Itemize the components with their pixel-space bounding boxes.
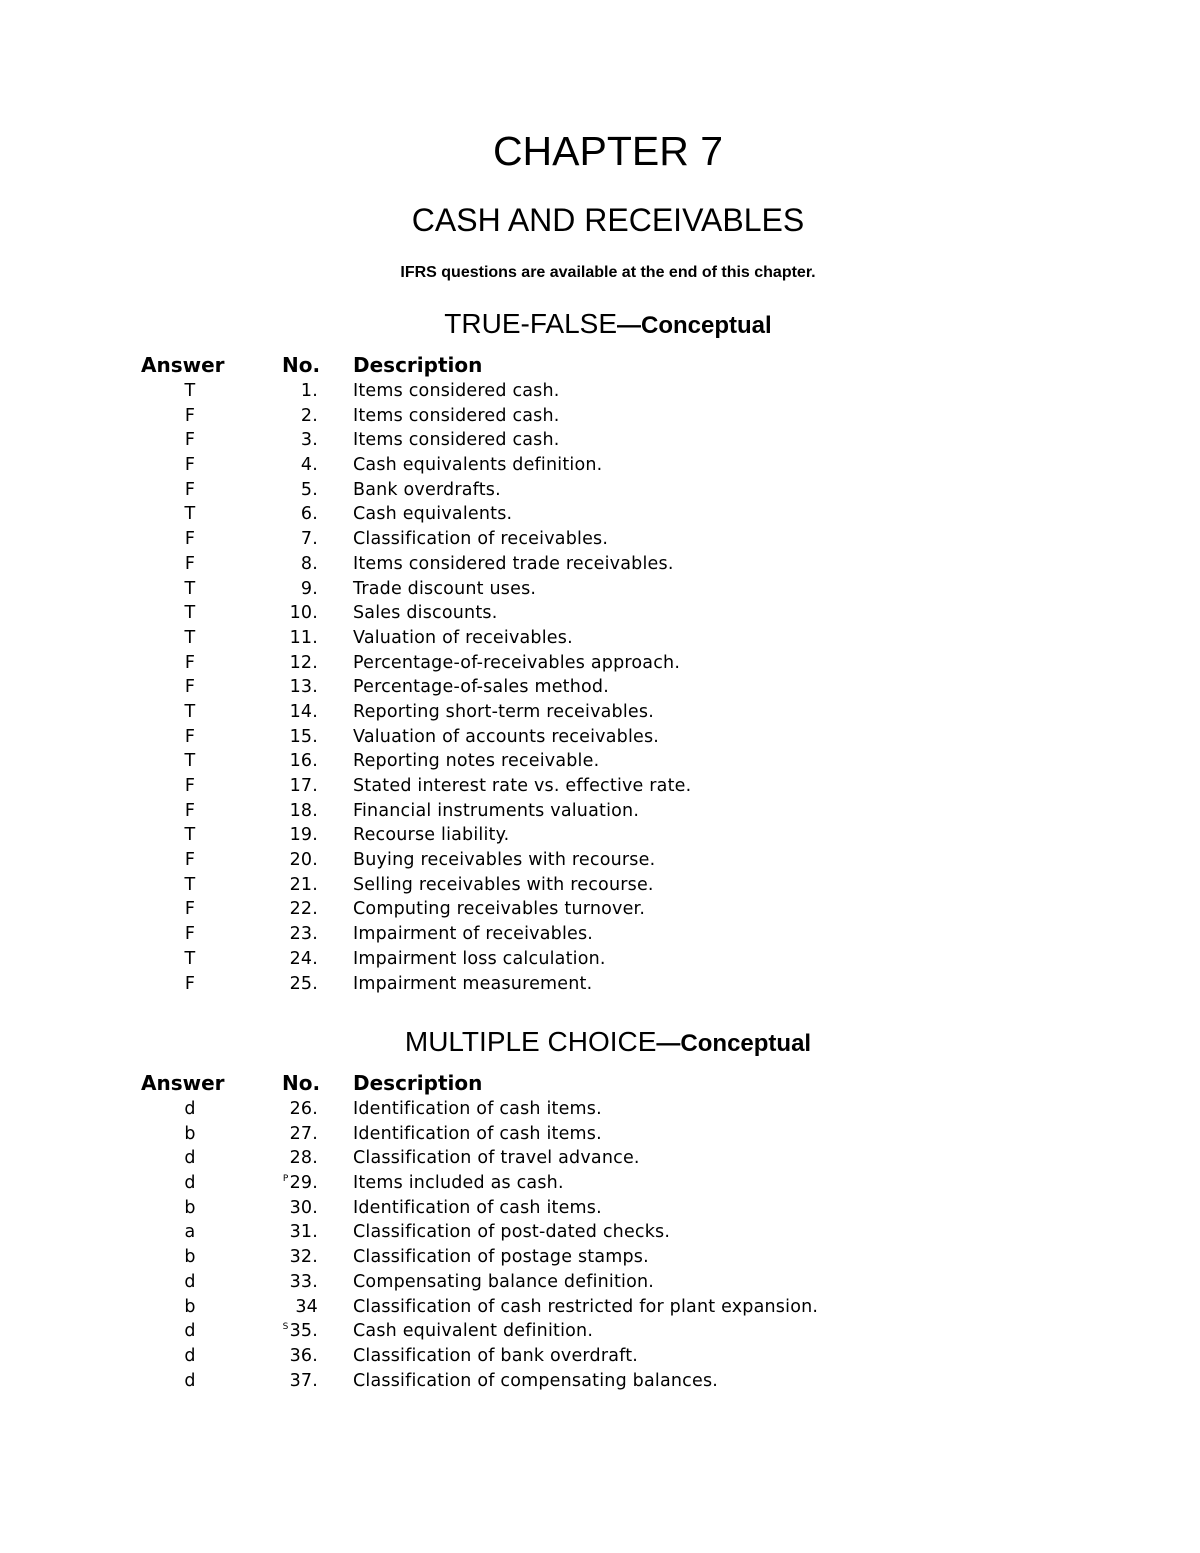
answer-cell: d: [184, 1148, 196, 1169]
question-row: [0, 899, 1200, 924]
chapter-title: CHAPTER 7: [492, 128, 724, 174]
column-header-no: No.: [282, 353, 321, 377]
question-number: [260, 406, 318, 426]
question-description: Compensating balance definition.: [353, 1271, 655, 1292]
question-description: Reporting short-term receivables.: [353, 701, 654, 722]
answer-cell: F: [184, 677, 196, 698]
answer-cell: F: [184, 652, 196, 673]
true-false-heading: [0, 308, 1200, 340]
question-row: [0, 974, 1200, 999]
answer-cell: F: [184, 405, 196, 426]
question-row: [0, 751, 1200, 776]
question-description: Identification of cash items.: [353, 1099, 602, 1119]
question-number-text: 21.: [289, 874, 318, 895]
question-number: [260, 381, 318, 401]
question-number: [260, 875, 318, 895]
question-prefix-marker: S: [282, 1322, 289, 1333]
question-description: Classification of bank overdraft.: [353, 1345, 639, 1366]
question-number-text: 10.: [289, 603, 318, 624]
question-number-text: 35.: [289, 1321, 318, 1342]
question-number-text: 11.: [289, 627, 318, 648]
question-number: [260, 899, 318, 919]
column-header-no: No.: [282, 1071, 321, 1095]
question-row: [0, 776, 1200, 801]
question-description: Classification of compensating balances.: [353, 1370, 719, 1391]
question-number-text: 36.: [289, 1345, 318, 1366]
answer-cell: F: [184, 850, 196, 871]
answer-cell: d: [184, 1345, 196, 1366]
answer-cell: d: [184, 1099, 196, 1119]
multiple-choice-table: [0, 1071, 1200, 1395]
question-row: [0, 1297, 1200, 1322]
question-number-text: 3.: [300, 430, 318, 451]
question-number: [260, 504, 318, 524]
question-number-text: 8.: [300, 553, 318, 574]
answer-cell: d: [184, 1370, 196, 1391]
column-header-answer: Answer: [141, 1071, 225, 1095]
question-number: [260, 677, 318, 697]
question-number-text: 2.: [300, 405, 318, 426]
question-row: [0, 727, 1200, 752]
question-row: [0, 1222, 1200, 1247]
column-header-answer: Answer: [141, 353, 225, 377]
question-row: [0, 677, 1200, 702]
answer-cell: F: [184, 973, 196, 994]
question-number-text: 23.: [289, 924, 318, 945]
question-row: [0, 924, 1200, 949]
question-number: [260, 529, 318, 549]
question-row: [0, 1173, 1200, 1198]
question-number: [260, 480, 318, 500]
question-description: Cash equivalent definition.: [353, 1321, 594, 1342]
table-header: [0, 353, 1200, 381]
answer-cell: d: [184, 1271, 196, 1292]
question-description: Sales discounts.: [353, 603, 498, 624]
multiple-choice-heading-sub: —Conceptual: [656, 1030, 812, 1057]
question-row: [0, 1099, 1200, 1124]
answer-cell: F: [184, 479, 196, 500]
question-row: [0, 949, 1200, 974]
question-description: Buying receivables with recourse.: [353, 850, 656, 871]
question-number-text: 34: [295, 1296, 318, 1317]
column-header-description: Description: [353, 1071, 483, 1095]
question-row: [0, 1272, 1200, 1297]
question-row: [0, 381, 1200, 406]
question-row: [0, 825, 1200, 850]
question-row: [0, 406, 1200, 431]
answer-cell: T: [184, 874, 196, 895]
answer-cell: a: [184, 1222, 196, 1243]
question-number-text: 33.: [289, 1271, 318, 1292]
question-row: [0, 455, 1200, 480]
question-number-text: 5.: [300, 479, 318, 500]
question-number-text: 30.: [289, 1197, 318, 1218]
question-description: Financial instruments valuation.: [353, 800, 640, 821]
question-description: Recourse liability.: [353, 825, 510, 846]
question-description: Impairment loss calculation.: [353, 948, 606, 969]
question-number-text: 6.: [300, 504, 318, 525]
true-false-heading-main: TRUE-FALSE: [444, 308, 617, 339]
question-number: [260, 850, 318, 870]
answer-cell: F: [184, 899, 196, 920]
multiple-choice-heading-main: MULTIPLE CHOICE: [404, 1026, 657, 1057]
question-number-text: 16.: [289, 751, 318, 772]
question-description: Classification of receivables.: [353, 529, 609, 550]
question-description: Bank overdrafts.: [353, 479, 501, 500]
multiple-choice-heading: [0, 1026, 1200, 1058]
question-number-text: 13.: [289, 677, 318, 698]
question-description: Classification of travel advance.: [353, 1148, 640, 1169]
question-description: Identification of cash items.: [353, 1197, 602, 1218]
answer-cell: T: [184, 701, 196, 722]
question-number: [260, 949, 318, 969]
question-row: [0, 1346, 1200, 1371]
question-number-text: 17.: [289, 776, 318, 796]
question-description: Selling receivables with recourse.: [353, 874, 654, 895]
question-number: [260, 702, 318, 722]
answer-cell: F: [184, 529, 196, 550]
question-number: [260, 727, 318, 747]
question-row: [0, 1198, 1200, 1223]
answer-cell: T: [184, 948, 196, 969]
question-description: Percentage-of-receivables approach.: [353, 652, 681, 673]
question-number: [260, 1099, 318, 1119]
question-number: [260, 1173, 318, 1193]
answer-cell: T: [184, 627, 196, 648]
question-number: [260, 801, 318, 821]
question-number: [260, 1198, 318, 1218]
question-description: Stated interest rate vs. effective rate.: [353, 776, 692, 796]
question-number-text: 24.: [289, 948, 318, 969]
question-number: [260, 455, 318, 475]
question-row: [0, 801, 1200, 826]
question-row: [0, 702, 1200, 727]
question-row: [0, 1321, 1200, 1346]
question-description: Items considered cash.: [353, 405, 560, 426]
question-description: Cash equivalents.: [353, 504, 513, 525]
column-header-description: Description: [353, 353, 483, 377]
question-row: [0, 430, 1200, 455]
answer-cell: T: [184, 504, 196, 525]
question-number: [260, 554, 318, 574]
answer-cell: b: [184, 1123, 196, 1144]
question-number-text: 28.: [289, 1148, 318, 1169]
question-description: Computing receivables turnover.: [353, 899, 646, 920]
question-number: [260, 1346, 318, 1366]
answer-cell: T: [184, 825, 196, 846]
answer-cell: d: [184, 1321, 196, 1342]
answer-cell: F: [184, 800, 196, 821]
question-number-text: 12.: [289, 652, 318, 673]
true-false-heading-sub: —Conceptual: [617, 312, 772, 339]
answer-cell: d: [184, 1173, 196, 1194]
answer-cell: T: [184, 751, 196, 772]
question-row: [0, 628, 1200, 653]
question-number: [260, 1124, 318, 1144]
question-description: Cash equivalents definition.: [353, 455, 603, 476]
question-number: [260, 776, 318, 796]
answer-cell: F: [184, 430, 196, 451]
question-number-text: 26.: [289, 1099, 318, 1119]
question-number-text: 14.: [289, 701, 318, 722]
question-number-text: 20.: [289, 850, 318, 871]
chapter-subtitle: CASH AND RECEIVABLES: [411, 202, 805, 238]
question-number: [260, 1297, 318, 1317]
question-description: Valuation of accounts receivables.: [353, 726, 660, 747]
question-prefix-marker: P: [282, 1174, 289, 1185]
question-description: Items considered cash.: [353, 381, 560, 401]
ifrs-note: IFRS questions are available at the end of this chapter.: [400, 264, 816, 281]
question-row: [0, 653, 1200, 678]
question-row: [0, 504, 1200, 529]
question-row: [0, 850, 1200, 875]
question-number: [260, 1148, 318, 1168]
question-row: [0, 480, 1200, 505]
answer-cell: b: [184, 1247, 196, 1268]
answer-cell: b: [184, 1296, 196, 1317]
question-description: Valuation of receivables.: [353, 627, 573, 648]
answer-cell: F: [184, 776, 196, 796]
question-number: [260, 1371, 318, 1391]
question-number-text: 9.: [300, 578, 318, 599]
question-description: Items considered trade receivables.: [353, 553, 674, 574]
question-number-text: 31.: [289, 1222, 318, 1243]
question-description: Classification of postage stamps.: [353, 1247, 649, 1268]
answer-cell: F: [184, 553, 196, 574]
question-number: [260, 1222, 318, 1242]
answer-cell: b: [184, 1197, 196, 1218]
answer-cell: F: [184, 726, 196, 747]
question-description: Items considered cash.: [353, 430, 560, 451]
question-number: [260, 653, 318, 673]
question-row: [0, 579, 1200, 604]
question-description: Trade discount uses.: [353, 578, 537, 599]
question-number: [260, 924, 318, 944]
question-number-text: 32.: [289, 1247, 318, 1268]
question-number-text: 37.: [289, 1370, 318, 1391]
question-row: [0, 529, 1200, 554]
answer-cell: F: [184, 455, 196, 476]
question-number-text: 4.: [300, 455, 318, 476]
question-number: [260, 825, 318, 845]
question-row: [0, 1371, 1200, 1396]
question-description: Identification of cash items.: [353, 1123, 602, 1144]
question-description: Items included as cash.: [353, 1173, 564, 1194]
question-number-text: 19.: [289, 825, 318, 846]
question-number-text: 27.: [289, 1123, 318, 1144]
answer-cell: T: [184, 603, 196, 624]
question-row: [0, 1247, 1200, 1272]
answer-cell: F: [184, 924, 196, 945]
question-description: Reporting notes receivable.: [353, 751, 600, 772]
question-number: [260, 430, 318, 450]
question-number-text: 22.: [289, 899, 318, 920]
question-row: [0, 554, 1200, 579]
answer-cell: T: [184, 578, 196, 599]
question-row: [0, 1124, 1200, 1149]
question-number: [260, 751, 318, 771]
question-description: Percentage-of-sales method.: [353, 677, 610, 698]
question-description: Classification of cash restricted for plant expansion.: [353, 1296, 819, 1317]
question-number: [260, 628, 318, 648]
question-number: [260, 603, 318, 623]
question-number: [260, 1247, 318, 1267]
question-number: [260, 579, 318, 599]
question-number-text: 15.: [289, 726, 318, 747]
question-number-text: 18.: [289, 800, 318, 821]
question-row: [0, 603, 1200, 628]
question-description: Impairment measurement.: [353, 973, 593, 994]
question-row: [0, 1148, 1200, 1173]
question-row: [0, 875, 1200, 900]
question-number-text: 7.: [300, 529, 318, 550]
question-number-text: 29.: [289, 1173, 318, 1194]
question-number-text: 25.: [289, 973, 318, 994]
question-number: [260, 1321, 318, 1341]
question-number: [260, 974, 318, 994]
question-number-text: 1.: [300, 381, 318, 401]
true-false-table: [0, 353, 1200, 998]
table-header: [0, 1071, 1200, 1099]
question-description: Classification of post-dated checks.: [353, 1222, 671, 1243]
question-number: [260, 1272, 318, 1292]
answer-cell: T: [184, 381, 196, 401]
question-description: Impairment of receivables.: [353, 924, 594, 945]
